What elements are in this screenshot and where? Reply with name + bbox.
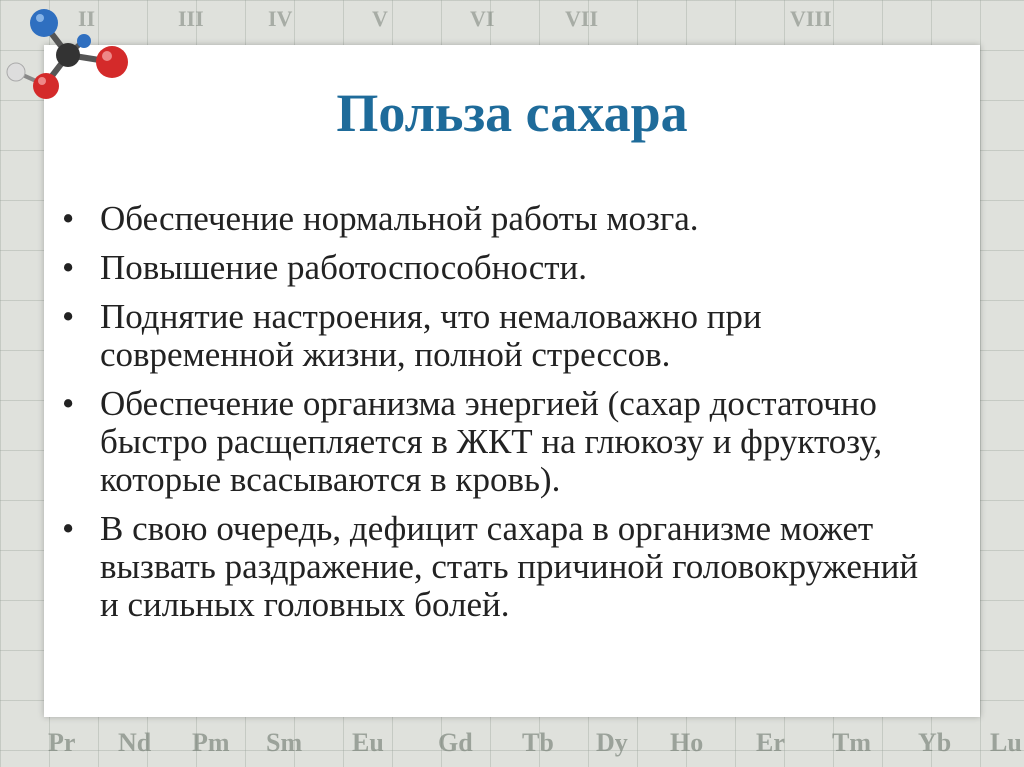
bullet-dot: •	[62, 509, 75, 548]
bullet-item	[60, 385, 940, 499]
group-header: VII	[565, 6, 599, 31]
element-symbol: Yb	[918, 728, 952, 757]
bullet-dot: •	[62, 199, 75, 238]
bullet-dot: •	[62, 248, 75, 287]
element-symbol: Nd	[118, 728, 152, 757]
element-symbol: Pm	[192, 728, 230, 757]
atom-dark	[56, 43, 80, 67]
bullet-item	[60, 298, 940, 374]
bullet-dot: •	[62, 297, 75, 336]
bullet-text: Обеспечение организма энергией (сахар достаточно быстро расщепляется в ЖКТ на глюкозу и фруктозу, которые всасываются в кровь).	[100, 384, 883, 499]
element-symbol: Gd	[438, 728, 473, 757]
bullet-text: Поднятие настроения, что немаловажно при современной жизни, полной стрессов.	[100, 297, 762, 374]
bullet-item	[60, 249, 940, 287]
atom-red	[96, 46, 128, 78]
bullet-dot: •	[62, 384, 75, 423]
bullet-text: В свою очередь, дефицит сахара в организме может вызвать раздражение, стать причиной головокружений и сильных головных болей.	[100, 509, 919, 624]
bullet-item	[60, 510, 940, 624]
element-symbol: Pr	[48, 728, 76, 757]
bullet-text: Повышение работоспособности.	[100, 248, 588, 287]
element-symbol: Tm	[832, 728, 871, 757]
bullet-text: Обеспечение нормальной работы мозга.	[100, 199, 699, 238]
element-symbol: Eu	[352, 728, 384, 757]
bullet-list	[60, 200, 940, 635]
atom-blue	[30, 9, 58, 37]
group-header: IV	[268, 6, 293, 31]
group-headers	[0, 0, 1024, 38]
element-symbol: Lu	[990, 728, 1022, 757]
bullet-item	[60, 200, 940, 238]
element-symbol: Ho	[670, 728, 704, 757]
group-header: III	[178, 6, 204, 31]
group-header: VI	[470, 6, 495, 31]
element-symbol: Er	[756, 728, 785, 757]
atom-white	[7, 63, 25, 81]
element-symbol: Dy	[596, 728, 628, 757]
group-header: VIII	[790, 6, 832, 31]
element-symbol: Sm	[266, 728, 303, 757]
slide-title: Польза сахара	[336, 83, 688, 143]
group-header: V	[372, 6, 388, 31]
element-symbol: Tb	[522, 728, 554, 757]
group-header: II	[78, 6, 96, 31]
lanthanide-row	[0, 724, 1024, 767]
